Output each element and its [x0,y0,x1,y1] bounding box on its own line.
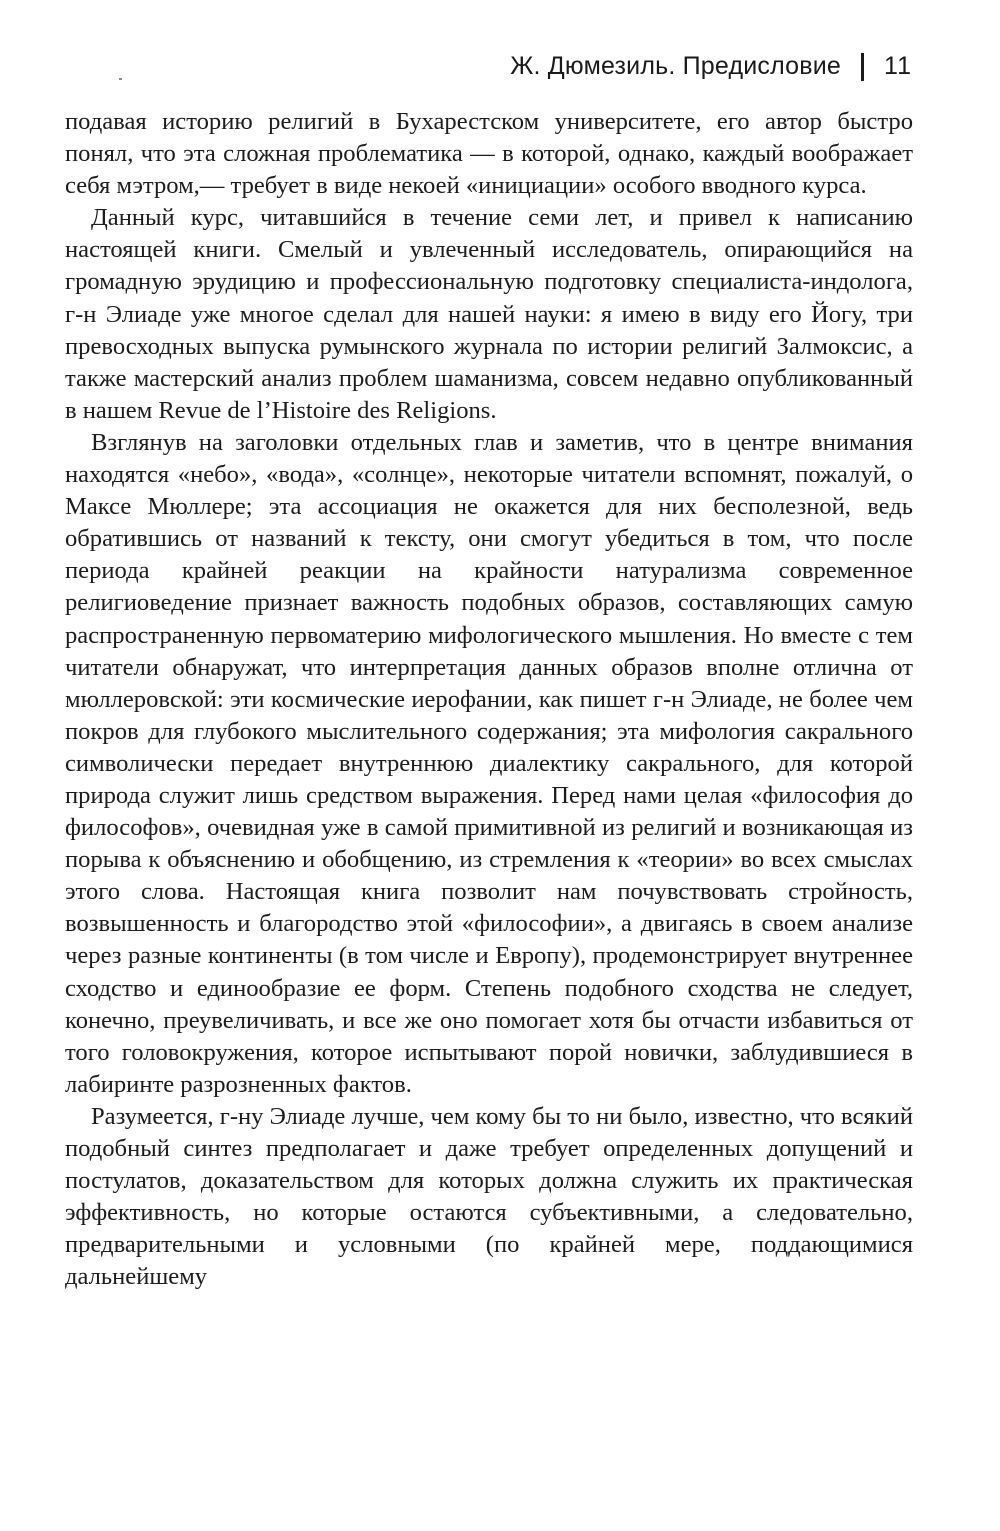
paragraph: Разумеется, г-ну Элиаде лучше, чем кому бы то ни было, известно, что всякий подобный синтез предполагает и даже требует определенных допущений и постулатов, доказательством для которых должна служить их практическая эффективность, но которые остаются субъективными, а следовательно, предварительными и условными (по крайней мере, поддающимися дальнейшему [65,1102,914,1291]
paragraph: Взглянув на заголовки отдельных глав и заметив, что в центре внимания находятся «небо», «вода», «солнце», некоторые читатели вспомнят, пожалуй, о Максе Мюллере; эта ассоциация не окажется для них бесполезной, ведь обратившись от названий к тексту, они смогут убедиться в том, что после периода крайней реакции на крайности натурализма современное религиоведение признает важность подобных образов, составляющих самую распространенную первоматерию мифологического мышления. Но вместе с тем читатели обнаружат, что интерпретация данных образов вполне отлична от мюллеровской: эти космические иерофании, как пишет г-н Элиаде, не более чем покров для глубокого мыслительного содержания; эта мифология сакрального символически передает внутреннюю диалектику сакрального, для которой природа служит лишь средством выражения. Перед нами целая «философия до философов», очевидная уже в самой примитивной из религий и возникающая из порыва к объяснению и обобщению, из стремления к «теории» во всех смыслах этого слова. Настоящая книга позволит нам почувствовать стройность, возвышенность и благородство этой «философии», а двигаясь в своем анализе через разные континенты (в том числе и Европу), продемонстрирует внутреннее сходство и единообразие ее форм. Степень подобного сходства не следует, конечно, преувеличивать, и все же оно помогает хотя бы отчасти избавиться от того головокружения, которое испытывают порой новички, заблудившиеся в лабиринте разрозненных фактов. [65,428,913,1098]
running-head-title: Ж. Дюмезиль. Предисловие [510,52,842,80]
running-head-separator [861,53,864,81]
running-head [510,52,912,81]
page-number: 11 [884,52,912,80]
print-speck [119,78,122,80]
body-text [65,106,913,1293]
paragraph: Данный курс, читавшийся в течение семи лет, и привел к написанию настоящей книги. Смелый и увлеченный исследователь, опирающийся на громадную эрудицию и профессиональную подготовку специалиста-индолога, г-н Элиаде уже многое сделал для нашей науки: я имею в виду его Йогу, три превосходных выпуска румынского журнала по истории религий Залмоксис, а также мастерский анализ проблем шаманизма, совсем недавно опубликованный в нашем Revue de l’Histoire des Religions. [65,204,913,424]
paragraph-continued: подавая историю религий в Бухарестском университете, его автор быстро понял, что эта сложная проблематика — в которой, однако, каждый воображает себя мэтром,— требует в виде некоей «инициации» особого вводного курса. [65,108,913,200]
